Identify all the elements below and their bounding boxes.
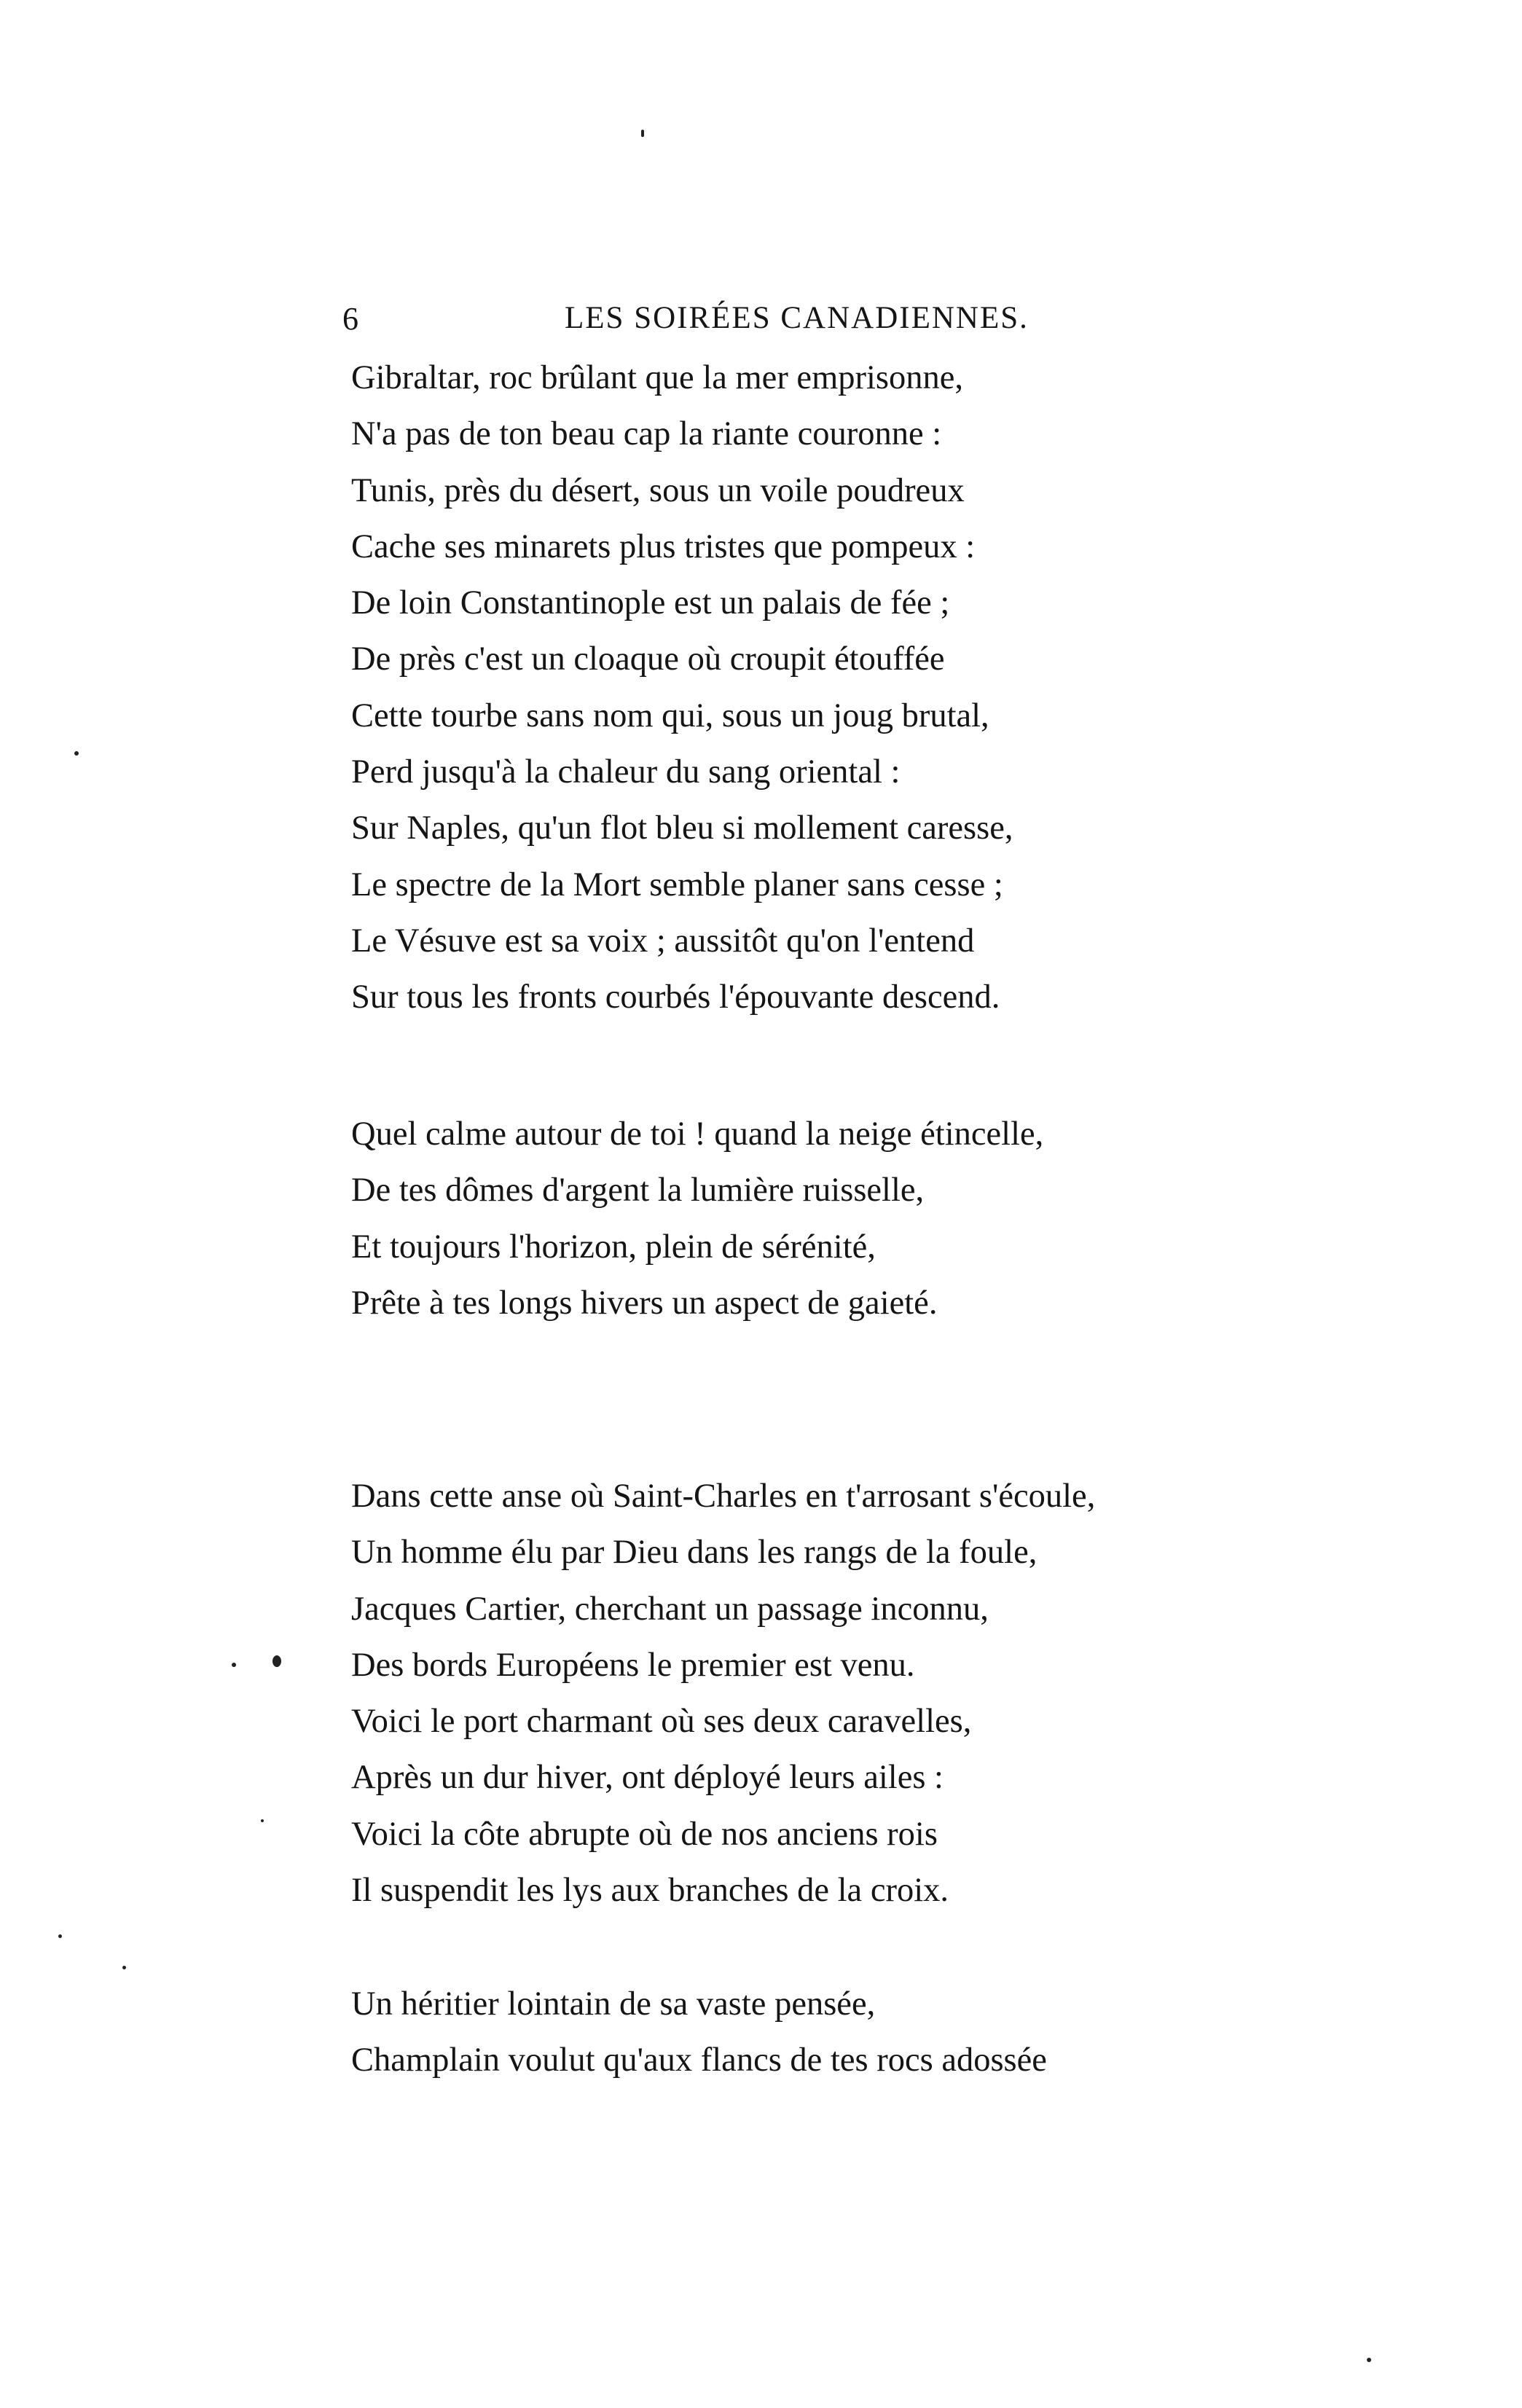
verse-line: Cache ses minarets plus tristes que pompeux : — [351, 528, 976, 565]
stanza-4 — [351, 1976, 1047, 2089]
stanza-2 — [351, 1106, 1043, 1331]
verse-line: Un homme élu par Dieu dans les rangs de la foule, — [351, 1534, 1037, 1572]
verse-line: Dans cette anse où Saint-Charles en t'arrosant s'écoule, — [351, 1478, 1096, 1515]
ink-speck — [641, 130, 644, 137]
verse-line: Des bords Européens le premier est venu. — [351, 1646, 915, 1684]
page-number: 6 — [342, 301, 358, 337]
ink-speck — [1367, 2358, 1371, 2362]
verse-line: Après un dur hiver, ont déployé leurs ailes : — [351, 1759, 944, 1797]
verse-line: Et toujours l'horizon, plein de sérénité, — [351, 1228, 876, 1266]
verse-line: De loin Constantinople est un palais de fée ; — [351, 584, 950, 622]
verse-line: Jacques Cartier, cherchant un passage inconnu, — [351, 1590, 989, 1628]
verse-line: Quel calme autour de toi ! quand la neige étincelle, — [351, 1115, 1044, 1153]
verse-line: Il suspendit les lys aux branches de la croix. — [351, 1872, 949, 1910]
verse-line: N'a pas de ton beau cap la riante couronne : — [351, 415, 942, 453]
verse-line: Sur Naples, qu'un flot bleu si mollement caresse, — [351, 809, 1013, 847]
verse-line: Gibraltar, roc brûlant que la mer emprisonne, — [351, 359, 963, 396]
verse-line: Prête à tes longs hivers un aspect de gaieté. — [351, 1284, 938, 1322]
page-header — [342, 300, 1086, 344]
ink-speck — [272, 1655, 281, 1667]
stanza-3 — [351, 1468, 1095, 1918]
verse-line: Champlain voulut qu'aux flancs de tes rocs adossée — [351, 2042, 1047, 2079]
verse-line: Sur tous les fronts courbés l'épouvante descend. — [351, 979, 1000, 1016]
ink-speck — [232, 1663, 236, 1667]
verse-line: Voici le port charmant où ses deux caravelles, — [351, 1703, 972, 1741]
ink-speck — [122, 1966, 126, 1969]
ink-speck — [261, 1819, 264, 1822]
ink-speck — [74, 751, 79, 756]
stanza-1 — [351, 350, 1013, 1026]
ink-speck — [58, 1934, 62, 1938]
verse-line: Cette tourbe sans nom qui, sous un joug brutal, — [351, 697, 989, 734]
verse-line: Un héritier lointain de sa vaste pensée, — [351, 1985, 876, 2023]
running-title: LES SOIRÉES CANADIENNES. — [565, 301, 1029, 335]
verse-line: Le Vésuve est sa voix ; aussitôt qu'on l'entend — [351, 922, 975, 960]
verse-line: Tunis, près du désert, sous un voile poudreux — [351, 471, 965, 509]
verse-line: Le spectre de la Mort semble planer sans cesse ; — [351, 866, 1003, 903]
verse-line: De tes dômes d'argent la lumière ruisselle, — [351, 1172, 925, 1209]
verse-line: Voici la côte abrupte où de nos anciens rois — [351, 1815, 938, 1853]
verse-line: De près c'est un cloaque où croupit étouffée — [351, 640, 945, 678]
verse-line: Perd jusqu'à la chaleur du sang oriental : — [351, 753, 901, 791]
